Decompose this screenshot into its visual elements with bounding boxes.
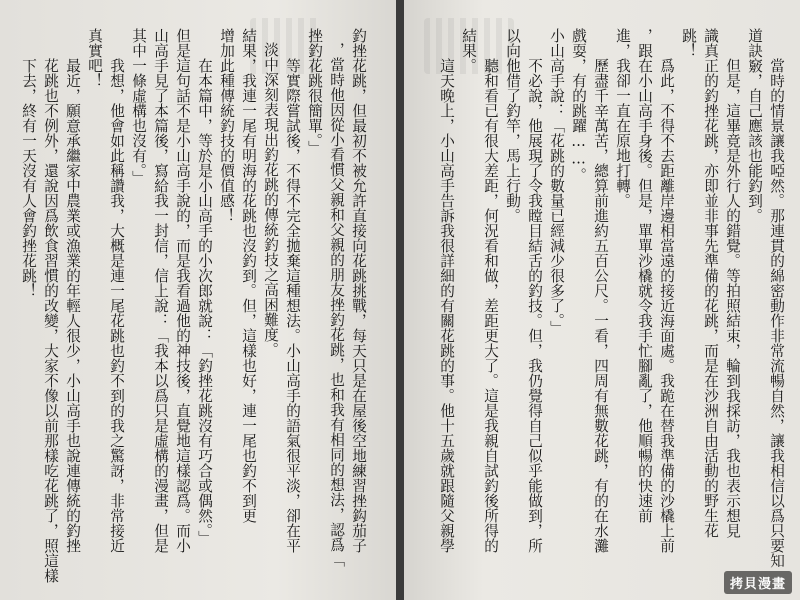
text-column: 爲此，不得不去距離岸邊相當遠的接近海面處。我跪在替我準備的沙橇上前 [658,58,675,553]
text-column: 識真正的釣挫花跳，亦即並非事先準備的花跳，而是在沙洲自由活動的野生花 [702,28,719,538]
text-column: 但是這句話不是小山高手說的，而是我看過他的神技後，直覺地這樣認爲。而小 [174,28,191,553]
text-column: 最近，願意承繼家中農業或漁業的年輕人很少，小山高手也說連傳統的釣挫 [64,58,81,553]
text-column: 這天晚上，小山高手告訴我很詳細的有關花跳的事。他十五歲就跟隨父親學 [438,58,455,553]
text-column: 結果，我連一尾有明海的花跳也沒釣到。但，這樣也好，連一尾也釣不到更 [240,28,257,523]
text-column: 真實吧！ [86,28,103,88]
text-column: 聽和看已有很大差距，何況看和做，差距更大了。這是我親自試釣後所得的 [482,58,499,553]
text-column: 挫釣花跳很簡單。」 [306,28,323,156]
book-spine-gutter [396,0,404,600]
text-column: 花跳也不例外，還說因爲飲食習慣的改變，大家不像以前那樣吃花跳了，照這樣 [42,58,59,583]
site-watermark: 拷貝漫畫 [724,571,792,594]
text-column: 在本篇中，等於是小山高手的小次郎就說：「釣挫花跳沒有巧合或偶然。」 [196,58,213,546]
text-column: 不必說，他展現了令我瞠目結舌的釣技。但，我仍覺得自己似乎能做到，所 [526,58,543,553]
text-column: 結果。 [460,28,477,73]
text-column: 跳！ [680,28,697,58]
left-page [0,0,396,600]
text-column: 山高手見了本篇後，寫給我一封信，信上說：「我本以爲只是虛構的漫畫，但是 [152,28,169,553]
text-column: 以向他借了釣竿，馬上行動。 [504,28,521,223]
text-column: 其中一條虛構也沒有。」 [130,28,147,186]
text-column: 增加此種傳統釣技的價值感！ [218,28,235,223]
text-column: 當時的情景讓我啞然。那連貫的綿密動作非常流暢自然，讓我相信以爲只要知 [768,58,785,568]
text-column: 下去，終有一天沒有人會釣挫花跳！ [20,58,37,298]
text-column: 我想，他會如此稱讚我，大概是連一尾花跳也釣不到的我之驚訝，非常接近 [108,58,125,553]
text-column: ，跟在小山高手身後。但是，單單沙橇就令我手忙腳亂了，他順暢的快速前 [636,28,653,523]
text-column: 等實際嘗試後，不得不完全拋棄這種想法。小山高手的語氣很平淡，卻在平 [284,58,301,553]
text-column: 淡中深刻表現出釣花跳的傳統釣技之高困難度。 [262,42,279,357]
text-column: 歷盡千辛萬苦，總算前進約五百公尺。一看，四周有無數花跳，有的在水灘 [592,58,609,553]
text-column: 進，我卻一直在原地打轉。 [614,28,631,208]
text-column: 但是，這畢竟是外行人的錯覺。等拍照結束，輪到我採訪，我也表示想見 [724,58,741,538]
text-column: 釣挫花跳，但最初不被允許直接向花跳挑戰，每天只是在屋後空地練習挫鈎茄子 [350,28,367,553]
right-page [404,0,800,600]
text-column: ，當時他因從小看慣父親和父親的朋友挫釣花跳，也和我有相同的想法，認爲「 [328,42,345,567]
text-column: 道訣竅，自己應該也能釣到。 [746,28,763,223]
text-column: 小山高手說：「花跳的數量已經減少很多了。」 [548,28,565,336]
text-column: 戲耍，有的跳躍……。 [570,28,587,183]
